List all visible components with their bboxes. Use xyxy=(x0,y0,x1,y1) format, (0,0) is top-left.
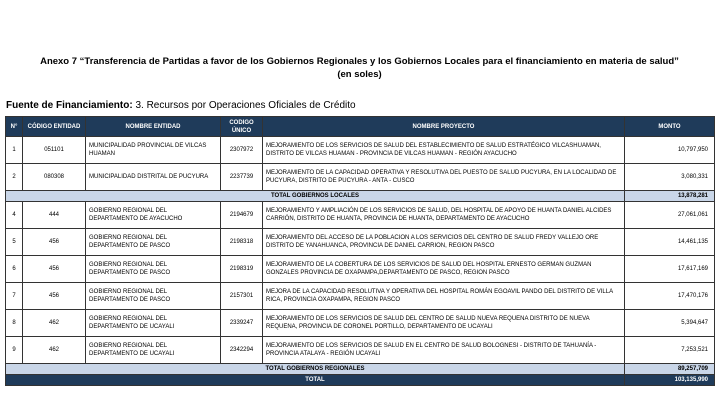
cell-nombre-entidad: GOBIERNO REGIONAL DEL DEPARTAMENTO DE PASCO xyxy=(86,256,221,283)
cell-codigo-unico: 2198319 xyxy=(221,256,263,283)
subtotal-locales-label: TOTAL GOBIERNOS LOCALES xyxy=(6,191,625,202)
cell-n: 8 xyxy=(6,310,23,337)
document-subtitle: (en soles) xyxy=(337,69,382,80)
cell-monto: 3,080,331 xyxy=(625,164,715,191)
cell-nombre-proyecto: MEJORAMIENTO DE LA CAPACIDAD OPERATIVA Y RESOLUTIVA DEL PUESTO DE SALUD PUCYURA, EN LA LOCALIDAD DE PUCYURA, DISTRITO DE PUCYURA - ANTA - CUSCO xyxy=(263,164,625,191)
funding-source-value: 3. Recursos por Operaciones Oficiales de Crédito xyxy=(135,100,356,111)
cell-codigo-unico: 2237739 xyxy=(221,164,263,191)
subtotal-locales-monto: 13,878,281 xyxy=(625,191,715,202)
cell-codigo-unico: 2307972 xyxy=(221,137,263,164)
cell-codigo-entidad: 462 xyxy=(23,310,86,337)
cell-codigo-entidad: 456 xyxy=(23,256,86,283)
cell-nombre-entidad: MUNICIPALIDAD PROVINCIAL DE VILCAS HUAMAN xyxy=(86,137,221,164)
cell-nombre-proyecto: MEJORAMIENTO DE LOS SERVICIOS DE SALUD EN EL CENTRO DE SALUD BOLOGNESI - DISTRITO DE TAHUANÍA - PROVINCIA ATALAYA - REGIÓN UCAYALI xyxy=(263,337,625,364)
cell-nombre-proyecto: MEJORAMIENTO DE LA COBERTURA DE LOS SERVICIOS DE SALUD DEL HOSPITAL ERNESTO GERMAN GUZMAN GONZALES PROVINCIA DE OXAPAMPA,DEPARTAMENTO DE PASCO, REGION PASCO xyxy=(263,256,625,283)
table-row xyxy=(6,229,715,256)
header-codigo-unico: CODIGO ÚNICO xyxy=(221,117,263,137)
table-row xyxy=(6,202,715,229)
table-row xyxy=(6,283,715,310)
table-row xyxy=(6,256,715,283)
cell-nombre-proyecto: MEJORAMIENTO DEL ACCESO DE LA POBLACION A LOS SERVICIOS DEL CENTRO DE SALUD FREDY VALLEJO ORE DISTRITO DE YANAHUANCA, PROVINCIA DE DANIEL CARRION, REGION PASCO xyxy=(263,229,625,256)
cell-codigo-unico: 2339247 xyxy=(221,310,263,337)
subtotal-row-locales xyxy=(6,191,715,202)
cell-codigo-entidad: 456 xyxy=(23,229,86,256)
subtotal-regionales-label: TOTAL GOBIERNOS REGIONALES xyxy=(6,364,625,375)
cell-nombre-entidad: GOBIERNO REGIONAL DEL DEPARTAMENTO DE UCAYALI xyxy=(86,337,221,364)
subtotal-row-regionales xyxy=(6,364,715,375)
cell-monto: 27,061,061 xyxy=(625,202,715,229)
subtotal-regionales-monto: 89,257,709 xyxy=(625,364,715,375)
cell-codigo-entidad: 462 xyxy=(23,337,86,364)
grand-total-row xyxy=(6,375,715,386)
grand-total-label: TOTAL xyxy=(6,375,625,386)
table-row xyxy=(6,337,715,364)
document-title: Anexo 7 “Transferencia de Partidas a favor de los Gobiernos Regionales y los Gobiernos Locales para el financiamiento en materia de salud” xyxy=(40,56,679,67)
grand-total-monto: 103,135,990 xyxy=(625,375,715,386)
cell-nombre-entidad: GOBIERNO REGIONAL DEL DEPARTAMENTO DE PASCO xyxy=(86,283,221,310)
funding-source-label: Fuente de Financiamiento: xyxy=(6,100,133,111)
table-row xyxy=(6,164,715,191)
cell-monto: 7,253,521 xyxy=(625,337,715,364)
cell-n: 9 xyxy=(6,337,23,364)
header-nombre-proyecto: NOMBRE PROYECTO xyxy=(263,117,625,137)
cell-nombre-entidad: GOBIERNO REGIONAL DEL DEPARTAMENTO DE UCAYALI xyxy=(86,310,221,337)
cell-nombre-entidad: GOBIERNO REGIONAL DEL DEPARTAMENTO DE AYACUCHO xyxy=(86,202,221,229)
header-nombre-entidad: NOMBRE ENTIDAD xyxy=(86,117,221,137)
cell-monto: 5,394,647 xyxy=(625,310,715,337)
funding-source xyxy=(6,100,356,111)
cell-nombre-proyecto: MEJORAMIENTO DE LOS SERVICIOS DE SALUD DEL ESTABLECIMIENTO DE SALUD ESTRATÉGICO VILCASHUAMAN, DISTRITO DE VILCAS HUAMAN - PROVINCIA DE VILCAS HUAMAN - REGIÓN AYACUCHO xyxy=(263,137,625,164)
cell-monto: 17,470,176 xyxy=(625,283,715,310)
table-row xyxy=(6,310,715,337)
cell-codigo-entidad: 080308 xyxy=(23,164,86,191)
cell-n: 4 xyxy=(6,202,23,229)
cell-n: 1 xyxy=(6,137,23,164)
cell-n: 2 xyxy=(6,164,23,191)
cell-n: 6 xyxy=(6,256,23,283)
cell-codigo-entidad: 444 xyxy=(23,202,86,229)
cell-monto: 14,461,135 xyxy=(625,229,715,256)
table-header-row xyxy=(6,117,715,137)
cell-monto: 10,797,950 xyxy=(625,137,715,164)
cell-codigo-unico: 2157301 xyxy=(221,283,263,310)
cell-codigo-unico: 2198318 xyxy=(221,229,263,256)
cell-nombre-entidad: MUNICIPALIDAD DISTRITAL DE PUCYURA xyxy=(86,164,221,191)
transfer-table xyxy=(5,116,715,386)
cell-codigo-entidad: 051101 xyxy=(23,137,86,164)
header-codigo-entidad: CÓDIGO ENTIDAD xyxy=(23,117,86,137)
cell-n: 5 xyxy=(6,229,23,256)
cell-nombre-proyecto: MEJORAMIENTO DE LOS SERVICIOS DE SALUD DEL CENTRO DE SALUD NUEVA REQUENA DISTRITO DE NUEVA REQUENA, PROVINCIA DE CORONEL PORTILLO, DEPARTAMENTO DE UCAYALI xyxy=(263,310,625,337)
cell-codigo-unico: 2342294 xyxy=(221,337,263,364)
cell-n: 7 xyxy=(6,283,23,310)
header-n: N° xyxy=(6,117,23,137)
cell-nombre-proyecto: MEJORA DE LA CAPACIDAD RESOLUTIVA Y OPERATIVA DEL HOSPITAL ROMÁN EGOAVIL PANDO DEL DISTRITO DE VILLA RICA, PROVINCIA OXAPAMPA, REGION PASCO xyxy=(263,283,625,310)
cell-codigo-entidad: 456 xyxy=(23,283,86,310)
cell-codigo-unico: 2194679 xyxy=(221,202,263,229)
header-monto: MONTO xyxy=(625,117,715,137)
cell-nombre-proyecto: MEJORAMIENTO Y AMPLIACIÓN DE LOS SERVICIOS DE SALUD, DEL HOSPITAL DE APOYO DE HUANTA DANIEL ALCIDES CARRIÓN, DISTRITO DE HUANTA, PROVINCIA DE HUANTA, DEPARTAMENTO DE AYACUCHO xyxy=(263,202,625,229)
cell-monto: 17,617,169 xyxy=(625,256,715,283)
table-row xyxy=(6,137,715,164)
cell-nombre-entidad: GOBIERNO REGIONAL DEL DEPARTAMENTO DE PASCO xyxy=(86,229,221,256)
